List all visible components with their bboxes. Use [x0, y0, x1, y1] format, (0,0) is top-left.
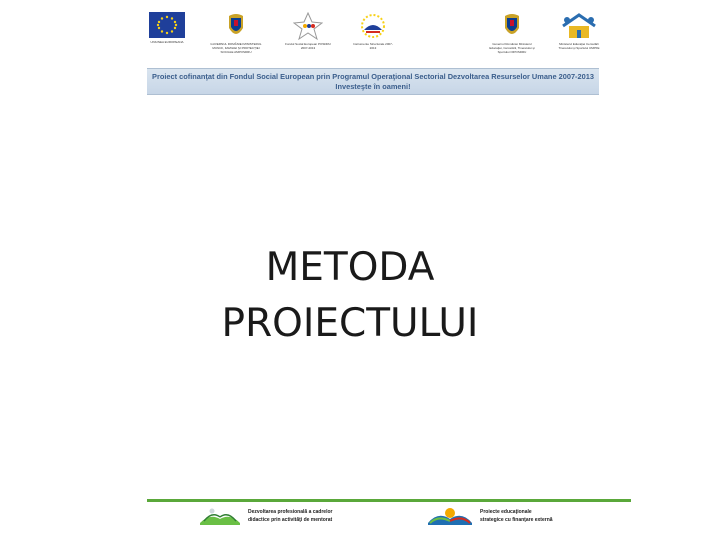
footer-project-finantare: [426, 505, 553, 527]
banner-line-2: Investeşte în oameni!: [335, 82, 411, 91]
logo-caption: Instrumente Structurale 2007-2013: [353, 42, 393, 50]
book-sun-icon: [426, 505, 474, 527]
gov-logo-1: [210, 12, 262, 54]
footer-divider: [147, 499, 631, 502]
eu-flag-icon: [149, 12, 185, 38]
cofinancing-banner: [147, 68, 599, 95]
title-line-2: PROIECTULUI: [221, 301, 479, 346]
logo-caption: Fondul Social European POSDRU 2007-2013: [285, 42, 331, 50]
ministry-logo: [555, 12, 603, 50]
open-book-icon: [198, 505, 242, 527]
instrumente-structurale-logo: [350, 12, 396, 50]
footer-line-2: strategice cu finanţare externă: [480, 517, 553, 523]
slide-title: [160, 240, 540, 352]
fse-logo: [283, 12, 333, 50]
footer-line-1: Proiecte educaţionale: [480, 509, 532, 515]
instrumente-structurale-icon: [358, 12, 388, 40]
gov-logo-2: [489, 12, 535, 54]
footer-project-mentorat: [198, 505, 332, 527]
footer-line-1: Dezvoltarea profesională a cadrelor: [248, 509, 333, 515]
star-icon: [293, 12, 323, 40]
coat-of-arms-icon: [501, 12, 523, 40]
logo-caption: Ministerul Educaţiei Cercetării Tineretului şi Sportului UMPFE: [558, 42, 600, 50]
title-line-1: METODA: [265, 245, 435, 290]
coat-of-arms-icon: [225, 12, 247, 40]
logo-caption: Guvernul României Ministerul Educaţiei, Cercetării, Tineretului şi Sportului OIPOSDRU: [489, 42, 535, 54]
footer-line-2: didactice prin activităţi de mentorat: [248, 517, 333, 523]
logo-caption: UNIUNEA EUROPEANA: [150, 40, 184, 44]
house-people-icon: [559, 12, 599, 40]
eu-logo: [146, 12, 188, 44]
logo-caption: GUVERNUL ROMÂNIEI MINISTERUL MUNCII, FAMILIEI ŞI PROTECŢIEI SOCIALE AMPOSDRU: [210, 42, 262, 54]
banner-line-1: Proiect cofinanţat din Fondul Social European prin Programul Operaţional Sectorial Dezvoltarea Resurselor Umane 2007-2013: [152, 72, 594, 81]
